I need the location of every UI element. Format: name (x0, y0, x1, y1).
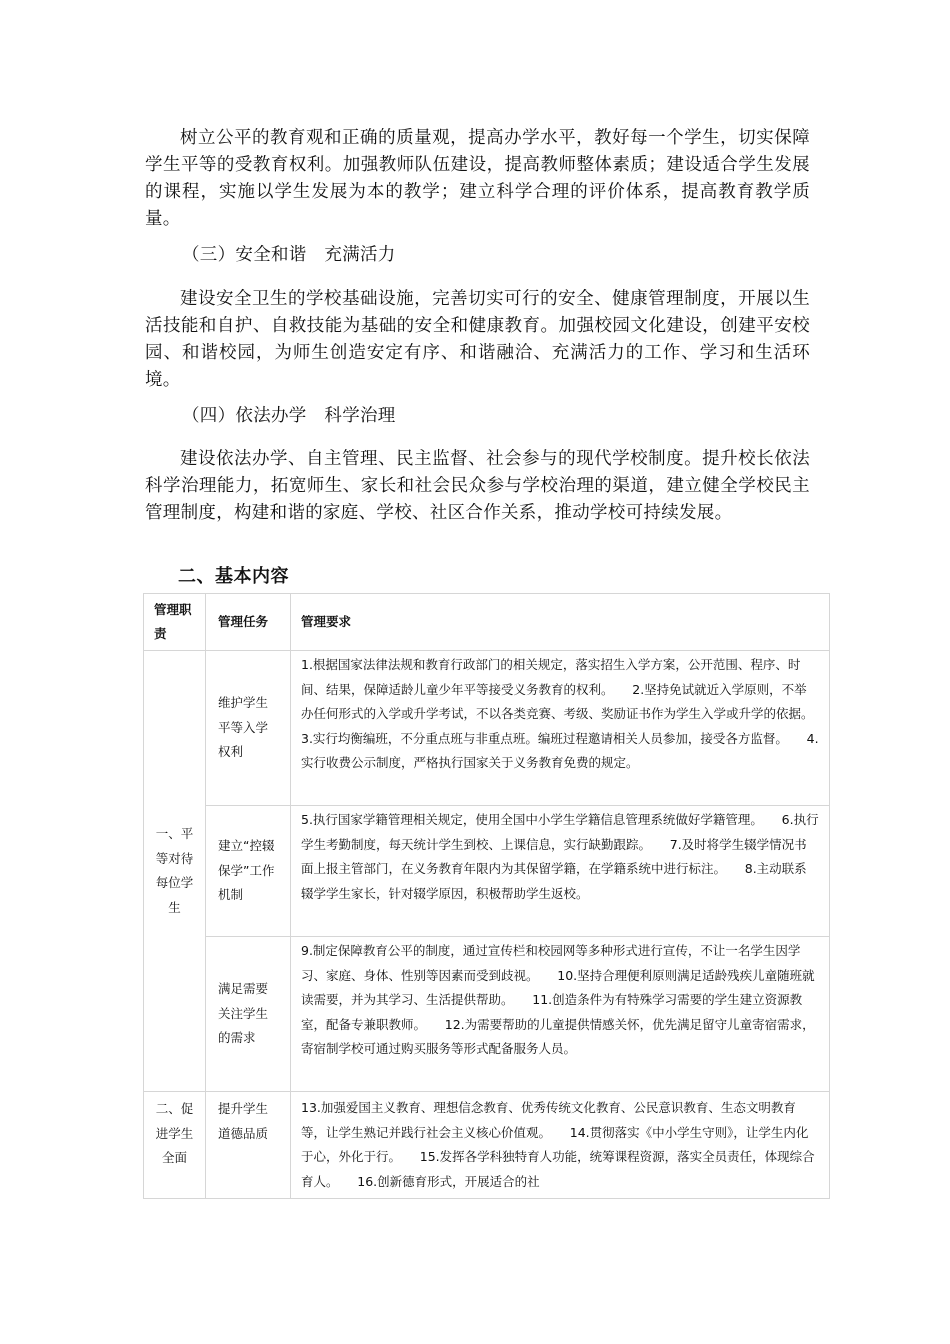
subheading-safety: （三）安全和谐 充满活力 (182, 245, 396, 265)
table-row (144, 651, 830, 806)
task-cell (206, 1092, 291, 1199)
requirement-cell: 5.执行国家学籍管理相关规定，使用全国中小学生学籍信息管理系统做好学籍管理。 6.执行学生考勤制度，每天统计学生到校、上课信息，实行缺勤跟踪。 7.及时将学生辍学情况书面上报主管部门，在义务教育年限内为其保留学籍，在学籍系统中进行标注。 8.主动联系辍学学生家长，针对辍学原因，积极帮助学生返校。 (291, 806, 830, 937)
header-requirement: 管理要求 (291, 594, 830, 651)
task-text: 提升学生道德品质 (218, 1101, 269, 1141)
duty-cell (144, 1092, 206, 1199)
subheading-governance: （四）依法办学 科学治理 (182, 406, 396, 426)
duty-cell: 一、平等对待每位学生 (144, 651, 206, 1092)
table-row (144, 1092, 830, 1199)
table-row (144, 937, 830, 1092)
requirement-cell: 1.根据国家法律法规和教育行政部门的相关规定，落实招生入学方案，公开范围、程序、时间、结果，保障适龄儿童少年平等接受义务教育的权利。 2.坚持免试就近入学原则，不举办任何形式的入学或升学考试，不以各类竞赛、考级、奖励证书作为学生入学或升学的依据。 3.实行均衡编班，不分重点班与非重点班。编班过程邀请相关人员参加，接受各方监督。 4.实行收费公示制度，严格执行国家关于义务教育免费的规定。 (291, 651, 830, 806)
duty-text: 二、促进学生全面 (155, 1101, 194, 1165)
requirement-text: 13.加强爱国主义教育、理想信念教育、优秀传统文化教育、公民意识教育、生态文明教育等，让学生熟记并践行社会主义核心价值观。 14.贯彻落实《中小学生守则》，让学生内化于心，外化于行。 15.发挥各学科独特育人功能，统筹课程资源，落实全员责任，体现综合育人。 16.创新德育形式，开展适合的社 (301, 1100, 815, 1189)
management-table (143, 593, 833, 1199)
table-header-row (144, 594, 830, 651)
header-duty: 管理职责 (144, 594, 206, 651)
paragraph-quality: 树立公平的教育观和正确的质量观，提高办学水平，教好每一个学生，切实保障学生平等的受教育权利。加强教师队伍建设，提高教师整体素质；建设适合学生发展的课程，实施以学生发展为本的教学；建立科学合理的评价体系，提高教育教学质量。 (145, 128, 810, 229)
header-task: 管理任务 (206, 594, 291, 651)
paragraph-governance: 建设依法办学、自主管理、民主监督、社会参与的现代学校制度。提升校长依法科学治理能力，拓宽师生、家长和社会民众参与学校治理的渠道，建立健全学校民主管理制度，构建和谐的家庭、学校、社区合作关系，推动学校可持续发展。 (145, 449, 810, 523)
paragraph-safety: 建设安全卫生的学校基础设施，完善切实可行的安全、健康管理制度，开展以生活技能和自护、自救技能为基础的安全和健康教育。加强校园文化建设，创建平安校园、和谐校园，为师生创造安定有序、和谐融洽、充满活力的工作、学习和生活环境。 (145, 289, 810, 390)
task-cell: 维护学生平等入学权利 (206, 651, 291, 806)
task-cell: 满足需要关注学生的需求 (206, 937, 291, 1092)
requirement-cell: 9.制定保障教育公平的制度，通过宣传栏和校园网等多种形式进行宣传，不让一名学生因学习、家庭、身体、性别等因素而受到歧视。 10.坚持合理便利原则满足适龄残疾儿童随班就读需要，并为其学习、生活提供帮助。 11.创造条件为有特殊学习需要的学生建立资源教室，配备专兼职教师。 12.为需要帮助的儿童提供情感关怀，优先满足留守儿童寄宿需求，寄宿制学校可通过购买服务等形式配备服务人员。 (291, 937, 830, 1092)
table-row (144, 806, 830, 937)
requirement-cell (291, 1092, 830, 1199)
section-title: 二、基本内容 (178, 566, 289, 587)
task-cell: 建立“控辍保学”工作机制 (206, 806, 291, 937)
